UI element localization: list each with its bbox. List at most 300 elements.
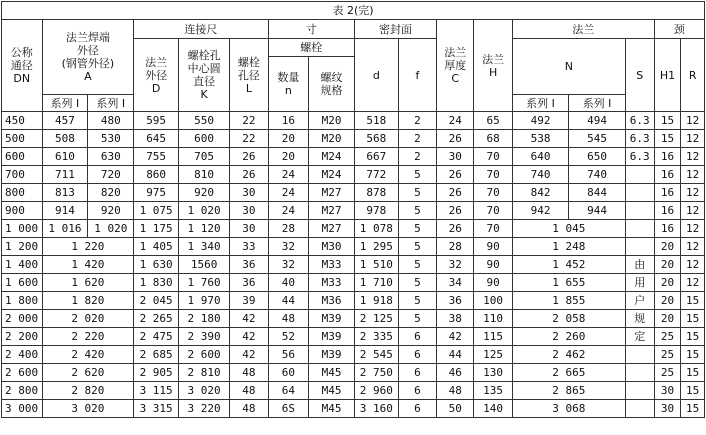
table-cell: M27 bbox=[309, 184, 355, 202]
table-cell: 6 bbox=[398, 346, 436, 364]
table-cell: 878 bbox=[354, 184, 398, 202]
table-cell: 740 bbox=[569, 166, 626, 184]
table-cell: 125 bbox=[474, 346, 512, 364]
header-seal-face: 密封面 bbox=[354, 20, 436, 39]
table-cell: M45 bbox=[309, 382, 355, 400]
table-cell: 920 bbox=[179, 184, 230, 202]
table-cell: 2 810 bbox=[179, 364, 230, 382]
table-cell: 15 bbox=[681, 310, 705, 328]
table-cell: 65 bbox=[474, 112, 512, 130]
table-cell: 810 bbox=[179, 166, 230, 184]
table-cell: 48 bbox=[230, 364, 268, 382]
table-cell: 2 390 bbox=[179, 328, 230, 346]
table-cell: 3 020 bbox=[42, 400, 134, 418]
header-n-series-2: 系列 I bbox=[569, 95, 626, 112]
table-cell: 2 820 bbox=[42, 382, 134, 400]
table-row bbox=[2, 310, 705, 328]
table-cell bbox=[625, 400, 654, 418]
table-cell: 115 bbox=[474, 328, 512, 346]
table-cell: 860 bbox=[134, 166, 179, 184]
table-cell: 842 bbox=[512, 184, 569, 202]
table-cell: 2 905 bbox=[134, 364, 179, 382]
table-cell: 5 bbox=[398, 220, 436, 238]
table-cell: 6.3 bbox=[625, 148, 654, 166]
header-n-series-1: 系列 I bbox=[512, 95, 569, 112]
table-cell: 12 bbox=[681, 256, 705, 274]
remark-char: 规 bbox=[625, 310, 654, 328]
table-cell: 28 bbox=[437, 238, 474, 256]
table-cell: 740 bbox=[512, 166, 569, 184]
table-cell: 12 bbox=[681, 166, 705, 184]
table-cell: 2 125 bbox=[354, 310, 398, 328]
table-cell: 538 bbox=[512, 130, 569, 148]
table-cell: 3 020 bbox=[179, 382, 230, 400]
table-row bbox=[2, 400, 705, 418]
table-cell: 25 bbox=[654, 328, 681, 346]
table-cell: 2 865 bbox=[512, 382, 625, 400]
table-cell: 492 bbox=[512, 112, 569, 130]
table-cell: 610 bbox=[42, 148, 88, 166]
table-cell: 15 bbox=[654, 130, 681, 148]
table-cell bbox=[625, 184, 654, 202]
header-flange-thickness: 法兰 厚度 C bbox=[437, 20, 474, 112]
table-cell: 2 685 bbox=[134, 346, 179, 364]
table-cell: 508 bbox=[42, 130, 88, 148]
table-cell: 15 bbox=[681, 400, 705, 418]
table-cell: M45 bbox=[309, 364, 355, 382]
table-cell: 5 bbox=[398, 202, 436, 220]
table-cell: 15 bbox=[681, 346, 705, 364]
table-cell bbox=[625, 382, 654, 400]
table-cell: 2 400 bbox=[2, 346, 43, 364]
table-cell: 16 bbox=[268, 112, 309, 130]
table-cell: 46 bbox=[437, 364, 474, 382]
table-cell: 2 545 bbox=[354, 346, 398, 364]
table-cell: 90 bbox=[474, 274, 512, 292]
table-cell: 1 400 bbox=[2, 256, 43, 274]
table-cell: 3 115 bbox=[134, 382, 179, 400]
table-row bbox=[2, 292, 705, 310]
table-cell: 2 058 bbox=[512, 310, 625, 328]
table-cell: 942 bbox=[512, 202, 569, 220]
table-cell: 518 bbox=[354, 112, 398, 130]
header-weld-end-od: 法兰焊端 外径 (钢管外径) A bbox=[42, 20, 134, 95]
table-cell: 20 bbox=[268, 130, 309, 148]
table-cell: 12 bbox=[681, 112, 705, 130]
table-cell: 42 bbox=[230, 310, 268, 328]
flange-dimension-table bbox=[1, 1, 705, 418]
table-cell: 2 260 bbox=[512, 328, 625, 346]
table-cell: 16 bbox=[654, 184, 681, 202]
table-cell: 1 420 bbox=[42, 256, 134, 274]
table-cell: 70 bbox=[474, 148, 512, 166]
header-flange: 法兰 bbox=[512, 20, 654, 39]
table-cell: 530 bbox=[88, 130, 134, 148]
table-cell: 26 bbox=[437, 130, 474, 148]
table-cell: M24 bbox=[309, 166, 355, 184]
table-cell: 5 bbox=[398, 310, 436, 328]
table-cell: 48 bbox=[230, 400, 268, 418]
table-cell: 30 bbox=[230, 220, 268, 238]
header-bolt-quantity: 数量 n bbox=[268, 57, 309, 112]
table-cell: 42 bbox=[230, 328, 268, 346]
table-cell: 1 220 bbox=[42, 238, 134, 256]
table-cell: 24 bbox=[268, 184, 309, 202]
table-cell: 12 bbox=[681, 130, 705, 148]
table-cell: 30 bbox=[437, 148, 474, 166]
table-cell: 600 bbox=[2, 148, 43, 166]
table-cell: 36 bbox=[437, 292, 474, 310]
table-cell: 25 bbox=[654, 346, 681, 364]
table-cell: 480 bbox=[88, 112, 134, 130]
header-seal-d: d bbox=[354, 39, 398, 112]
table-cell: 16 bbox=[654, 148, 681, 166]
table-cell: 820 bbox=[88, 184, 134, 202]
table-cell: 48 bbox=[268, 310, 309, 328]
table-cell: 39 bbox=[230, 292, 268, 310]
table-cell: 15 bbox=[681, 328, 705, 346]
table-cell: 1 340 bbox=[179, 238, 230, 256]
table-cell: 1 405 bbox=[134, 238, 179, 256]
table-cell: 5 bbox=[398, 256, 436, 274]
table-cell: 975 bbox=[134, 184, 179, 202]
table-cell: 1 016 bbox=[42, 220, 88, 238]
table-cell: 2 800 bbox=[2, 382, 43, 400]
table-row bbox=[2, 184, 705, 202]
table-container bbox=[1, 1, 705, 418]
table-cell: 12 bbox=[681, 202, 705, 220]
table-cell: 33 bbox=[230, 238, 268, 256]
remark-char: 定 bbox=[625, 328, 654, 346]
table-cell: 2 335 bbox=[354, 328, 398, 346]
table-cell: 3 315 bbox=[134, 400, 179, 418]
table-cell: 2 475 bbox=[134, 328, 179, 346]
table-cell: 70 bbox=[474, 220, 512, 238]
table-cell: 15 bbox=[681, 292, 705, 310]
table-cell: M33 bbox=[309, 256, 355, 274]
table-cell: M27 bbox=[309, 202, 355, 220]
table-cell: 22 bbox=[230, 130, 268, 148]
table-cell: 6.3 bbox=[625, 130, 654, 148]
table-cell: 2 020 bbox=[42, 310, 134, 328]
header-bolt-circle: 螺栓孔 中心圆 直径 K bbox=[179, 39, 230, 112]
table-cell: 2 200 bbox=[2, 328, 43, 346]
table-cell: 6 bbox=[398, 364, 436, 382]
table-cell: 20 bbox=[654, 238, 681, 256]
table-row bbox=[2, 220, 705, 238]
table-cell: M36 bbox=[309, 292, 355, 310]
table-cell: 645 bbox=[134, 130, 179, 148]
table-cell: 1 020 bbox=[179, 202, 230, 220]
table-cell: 545 bbox=[569, 130, 626, 148]
table-cell: 70 bbox=[474, 166, 512, 184]
header-s: S bbox=[625, 39, 654, 112]
table-cell: 1 295 bbox=[354, 238, 398, 256]
table-row bbox=[2, 112, 705, 130]
table-cell: M24 bbox=[309, 148, 355, 166]
table-cell: 16 bbox=[654, 166, 681, 184]
table-cell: 720 bbox=[88, 166, 134, 184]
table-cell: 70 bbox=[474, 202, 512, 220]
table-row bbox=[2, 346, 705, 364]
header-r: R bbox=[681, 39, 705, 112]
table-cell: 5 bbox=[398, 238, 436, 256]
table-cell: 36 bbox=[230, 274, 268, 292]
table-cell: 1 760 bbox=[179, 274, 230, 292]
table-cell: 1 000 bbox=[2, 220, 43, 238]
table-cell bbox=[625, 238, 654, 256]
table-cell: 6.3 bbox=[625, 112, 654, 130]
table-cell: 20 bbox=[654, 256, 681, 274]
table-cell: 1 600 bbox=[2, 274, 43, 292]
table-cell: 90 bbox=[474, 238, 512, 256]
table-cell: 1 045 bbox=[512, 220, 625, 238]
table-row bbox=[2, 364, 705, 382]
table-cell: 52 bbox=[268, 328, 309, 346]
table-row bbox=[2, 238, 705, 256]
header-neck: 颈 bbox=[654, 20, 704, 39]
table-body bbox=[2, 112, 705, 418]
table-cell: M39 bbox=[309, 328, 355, 346]
table-cell: 30 bbox=[230, 184, 268, 202]
table-cell: 2 420 bbox=[42, 346, 134, 364]
table-cell: 5 bbox=[398, 184, 436, 202]
table-cell: 22 bbox=[230, 112, 268, 130]
table-cell: 90 bbox=[474, 256, 512, 274]
table-cell: 920 bbox=[88, 202, 134, 220]
table-cell: 700 bbox=[2, 166, 43, 184]
table-cell: 3 068 bbox=[512, 400, 625, 418]
table-cell: 24 bbox=[268, 202, 309, 220]
table-cell: 844 bbox=[569, 184, 626, 202]
table-cell: 914 bbox=[42, 202, 88, 220]
table-cell: 457 bbox=[42, 112, 88, 130]
table-cell: 2 620 bbox=[42, 364, 134, 382]
table-cell: 705 bbox=[179, 148, 230, 166]
table-cell: 494 bbox=[569, 112, 626, 130]
table-cell: 1 248 bbox=[512, 238, 625, 256]
table-cell: 20 bbox=[654, 274, 681, 292]
table-cell: 42 bbox=[437, 328, 474, 346]
table-cell: M30 bbox=[309, 238, 355, 256]
table-cell: 667 bbox=[354, 148, 398, 166]
table-cell: 1 510 bbox=[354, 256, 398, 274]
header-dn: 公称 通径 DN bbox=[2, 20, 43, 112]
table-cell: 500 bbox=[2, 130, 43, 148]
table-row bbox=[2, 382, 705, 400]
table-cell: 26 bbox=[437, 184, 474, 202]
table-cell: 3 160 bbox=[354, 400, 398, 418]
table-cell: 2 045 bbox=[134, 292, 179, 310]
table-cell: 12 bbox=[681, 274, 705, 292]
table-cell: 12 bbox=[681, 148, 705, 166]
table-cell: 1 918 bbox=[354, 292, 398, 310]
table-cell: 15 bbox=[654, 112, 681, 130]
table-cell: 1 078 bbox=[354, 220, 398, 238]
table-cell: 550 bbox=[179, 112, 230, 130]
remark-char: 用 bbox=[625, 274, 654, 292]
table-row bbox=[2, 166, 705, 184]
table-cell: 6 bbox=[398, 328, 436, 346]
table-cell: 26 bbox=[230, 166, 268, 184]
table-cell: 2 bbox=[398, 112, 436, 130]
table-cell: 32 bbox=[268, 256, 309, 274]
table-row bbox=[2, 130, 705, 148]
table-cell: 32 bbox=[437, 256, 474, 274]
table-cell: 12 bbox=[681, 238, 705, 256]
table-cell: 30 bbox=[654, 382, 681, 400]
table-cell: 26 bbox=[437, 202, 474, 220]
table-cell: 20 bbox=[654, 292, 681, 310]
header-flange-od: 法兰 外径 D bbox=[134, 39, 179, 112]
table-cell: 26 bbox=[230, 148, 268, 166]
table-cell: 26 bbox=[437, 166, 474, 184]
table-cell: 28 bbox=[268, 220, 309, 238]
table-cell: 2 462 bbox=[512, 346, 625, 364]
table-cell: 640 bbox=[512, 148, 569, 166]
table-cell: 944 bbox=[569, 202, 626, 220]
table-cell: 1 452 bbox=[512, 256, 625, 274]
table-cell: 1 855 bbox=[512, 292, 625, 310]
table-cell: 56 bbox=[268, 346, 309, 364]
table-cell: 20 bbox=[654, 310, 681, 328]
table-cell: M20 bbox=[309, 130, 355, 148]
table-cell: 650 bbox=[569, 148, 626, 166]
table-cell: 1 020 bbox=[88, 220, 134, 238]
header-h1: H1 bbox=[654, 39, 681, 112]
header-connection-group: 连接尺 bbox=[134, 20, 268, 39]
table-cell: 3 000 bbox=[2, 400, 43, 418]
table-cell: 100 bbox=[474, 292, 512, 310]
table-cell: 44 bbox=[437, 346, 474, 364]
table-cell: 16 bbox=[654, 220, 681, 238]
table-cell: 1 620 bbox=[42, 274, 134, 292]
table-cell bbox=[625, 202, 654, 220]
table-cell bbox=[625, 346, 654, 364]
table-cell: 600 bbox=[179, 130, 230, 148]
table-cell: 42 bbox=[230, 346, 268, 364]
table-row bbox=[2, 148, 705, 166]
table-cell bbox=[625, 166, 654, 184]
table-cell: 6 bbox=[398, 400, 436, 418]
header-bolt-thread: 螺纹 规格 bbox=[309, 57, 355, 112]
table-cell: 2 600 bbox=[2, 364, 43, 382]
table-cell: 1560 bbox=[179, 256, 230, 274]
table-cell: 24 bbox=[437, 112, 474, 130]
header-bolt: 螺栓 bbox=[268, 39, 354, 57]
table-cell: 34 bbox=[437, 274, 474, 292]
table-cell: 3 220 bbox=[179, 400, 230, 418]
table-cell: 2 bbox=[398, 130, 436, 148]
table-cell: 26 bbox=[437, 220, 474, 238]
table-caption: 表 2(完) bbox=[2, 2, 705, 20]
table-cell: 110 bbox=[474, 310, 512, 328]
table-cell: 1 970 bbox=[179, 292, 230, 310]
table-row bbox=[2, 202, 705, 220]
table-cell: 1 830 bbox=[134, 274, 179, 292]
table-cell: M33 bbox=[309, 274, 355, 292]
table-cell: 15 bbox=[681, 382, 705, 400]
table-cell: 32 bbox=[268, 238, 309, 256]
table-cell: 1 655 bbox=[512, 274, 625, 292]
header-a-series-2: 系列 I bbox=[88, 95, 134, 112]
table-cell: 68 bbox=[474, 130, 512, 148]
table-cell: 24 bbox=[268, 166, 309, 184]
table-cell: 5 bbox=[398, 274, 436, 292]
table-cell: 25 bbox=[654, 364, 681, 382]
table-cell: 20 bbox=[268, 148, 309, 166]
table-cell: 2 220 bbox=[42, 328, 134, 346]
table-cell: 5 bbox=[398, 292, 436, 310]
table-row bbox=[2, 256, 705, 274]
table-cell: 6 bbox=[398, 382, 436, 400]
table-cell: 48 bbox=[230, 382, 268, 400]
table-cell: 2 600 bbox=[179, 346, 230, 364]
header-bolt-hole: 螺栓 孔径 L bbox=[230, 39, 268, 112]
table-cell: 1 120 bbox=[179, 220, 230, 238]
table-cell: 813 bbox=[42, 184, 88, 202]
table-cell: 2 960 bbox=[354, 382, 398, 400]
table-cell: 60 bbox=[268, 364, 309, 382]
table-cell: 38 bbox=[437, 310, 474, 328]
table-cell: 1 630 bbox=[134, 256, 179, 274]
table-cell: 800 bbox=[2, 184, 43, 202]
table-row bbox=[2, 328, 705, 346]
table-cell: M39 bbox=[309, 310, 355, 328]
table-cell: 48 bbox=[437, 382, 474, 400]
remark-char: 由 bbox=[625, 256, 654, 274]
table-cell bbox=[625, 220, 654, 238]
header-connection-group-cont: 寸 bbox=[268, 20, 354, 39]
table-cell: 140 bbox=[474, 400, 512, 418]
table-cell: 2 bbox=[398, 148, 436, 166]
table-cell: 70 bbox=[474, 184, 512, 202]
header-seal-f: f bbox=[398, 39, 436, 112]
table-cell: 755 bbox=[134, 148, 179, 166]
table-cell: 6S bbox=[268, 400, 309, 418]
table-cell: M20 bbox=[309, 112, 355, 130]
table-cell: 595 bbox=[134, 112, 179, 130]
table-cell: M45 bbox=[309, 400, 355, 418]
table-cell: 50 bbox=[437, 400, 474, 418]
header-a-series-1: 系列 I bbox=[42, 95, 88, 112]
table-cell: 2 180 bbox=[179, 310, 230, 328]
table-cell: 135 bbox=[474, 382, 512, 400]
table-cell: 64 bbox=[268, 382, 309, 400]
table-cell: 2 665 bbox=[512, 364, 625, 382]
table-cell: 900 bbox=[2, 202, 43, 220]
table-cell: 5 bbox=[398, 166, 436, 184]
table-cell: 2 000 bbox=[2, 310, 43, 328]
table-cell: 44 bbox=[268, 292, 309, 310]
table-row bbox=[2, 274, 705, 292]
header-flange-h: 法兰 H bbox=[474, 20, 512, 112]
table-cell: 36 bbox=[230, 256, 268, 274]
table-cell: 711 bbox=[42, 166, 88, 184]
table-cell: 450 bbox=[2, 112, 43, 130]
remark-char: 户 bbox=[625, 292, 654, 310]
table-cell bbox=[625, 364, 654, 382]
header-n: N bbox=[512, 39, 625, 95]
table-cell: 30 bbox=[230, 202, 268, 220]
table-cell: 2 265 bbox=[134, 310, 179, 328]
table-cell: 630 bbox=[88, 148, 134, 166]
table-cell: 130 bbox=[474, 364, 512, 382]
table-cell: 12 bbox=[681, 220, 705, 238]
table-cell: 15 bbox=[681, 364, 705, 382]
table-cell: M27 bbox=[309, 220, 355, 238]
table-cell: 772 bbox=[354, 166, 398, 184]
